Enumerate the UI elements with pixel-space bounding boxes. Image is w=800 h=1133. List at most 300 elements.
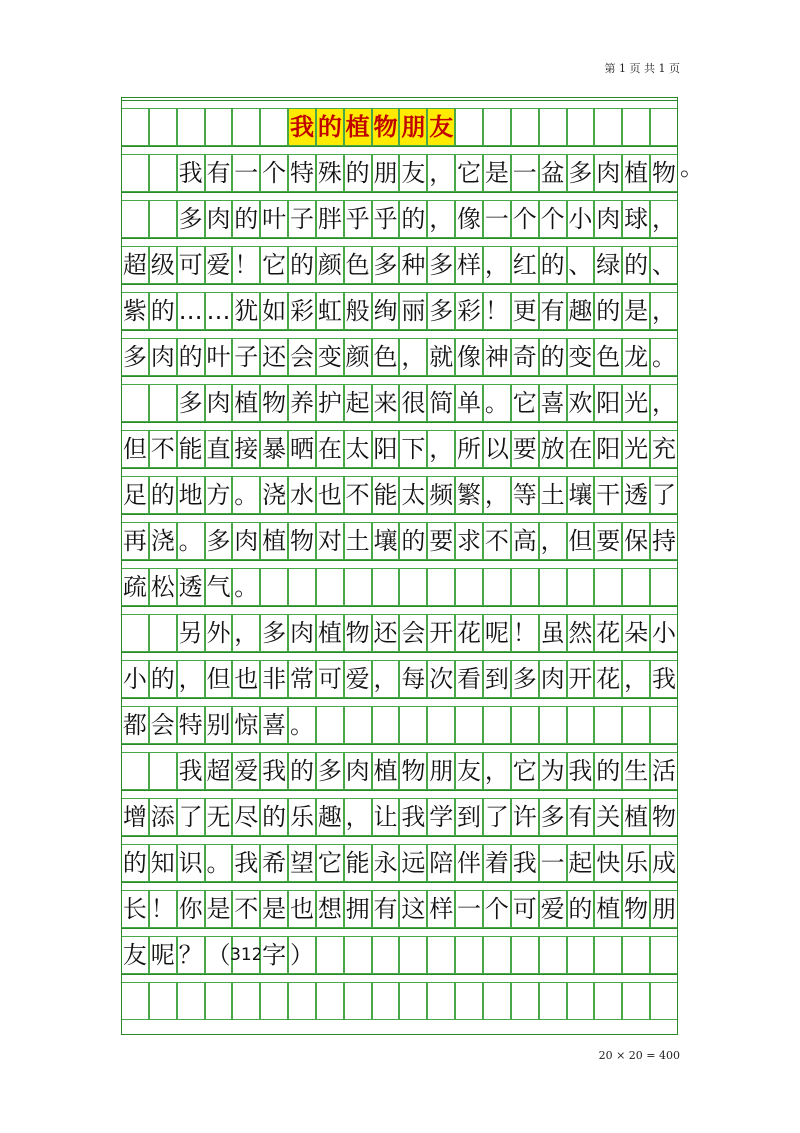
grid-cell: 到 xyxy=(483,660,511,698)
grid-cell: 色 xyxy=(372,338,400,376)
grid-cell xyxy=(399,936,427,974)
grid-cell: 乎 xyxy=(344,200,372,238)
grid-cell: 方 xyxy=(205,476,233,514)
grid-cell: 等 xyxy=(511,476,539,514)
grid-cell: 透 xyxy=(622,476,650,514)
grid-cell: 求 xyxy=(455,522,483,560)
grid-cell: 的 xyxy=(149,476,177,514)
grid-cell: 有 xyxy=(372,890,400,928)
grid-row xyxy=(121,836,678,882)
row-cells xyxy=(121,614,678,652)
grid-cell: 。 xyxy=(205,844,233,882)
grid-cell: 叶 xyxy=(205,338,233,376)
grid-cell xyxy=(483,982,511,1020)
grid-cell: 盆 xyxy=(539,154,567,192)
row-cells xyxy=(121,200,678,238)
grid-cell xyxy=(455,982,483,1020)
grid-cell: 着 xyxy=(483,844,511,882)
grid-cell: 小 xyxy=(121,660,149,698)
grid-cell: 看 xyxy=(455,660,483,698)
grid-cell xyxy=(539,982,567,1020)
grid-cell: 喜 xyxy=(539,384,567,422)
grid-cell: 气 xyxy=(205,568,233,606)
grid-cell xyxy=(288,568,316,606)
grid-cell: 为 xyxy=(539,752,567,790)
manuscript-grid xyxy=(121,100,678,1020)
grid-cell: 频 xyxy=(427,476,455,514)
grid-cell: 的 xyxy=(594,752,622,790)
grid-cell: 干 xyxy=(594,476,622,514)
grid-cell: 般 xyxy=(344,292,372,330)
grid-cell xyxy=(511,568,539,606)
grid-row xyxy=(121,192,678,238)
grid-cell: 尽 xyxy=(232,798,260,836)
grid-cell: 会 xyxy=(149,706,177,744)
grid-cell: 。 xyxy=(650,338,678,376)
grid-cell: 花 xyxy=(455,614,483,652)
grid-cell: 拥 xyxy=(344,890,372,928)
grid-cell: 朋 xyxy=(427,752,455,790)
grid-cell: （ xyxy=(205,936,233,974)
grid-cell: 的 xyxy=(399,522,427,560)
grid-cell xyxy=(594,568,622,606)
grid-cell: 成 xyxy=(650,844,678,882)
grid-cell: 的 xyxy=(149,660,177,698)
grid-cell: 但 xyxy=(205,660,233,698)
grid-cell: 紫 xyxy=(121,292,149,330)
grid-cell: 它 xyxy=(511,384,539,422)
grid-cell: 下 xyxy=(399,430,427,468)
grid-cell: 多 xyxy=(316,752,344,790)
grid-cell: 希 xyxy=(260,844,288,882)
grid-cell: 以 xyxy=(483,430,511,468)
grid-cell: 陪 xyxy=(427,844,455,882)
grid-cell: 物 xyxy=(344,614,372,652)
grid-cell: 暴 xyxy=(260,430,288,468)
grid-cell xyxy=(344,982,372,1020)
grid-cell: 晒 xyxy=(288,430,316,468)
grid-cell xyxy=(316,936,344,974)
grid-cell xyxy=(372,982,400,1020)
grid-cell: 朵 xyxy=(622,614,650,652)
grid-cell: 阳 xyxy=(594,430,622,468)
grid-cell: 变 xyxy=(567,338,595,376)
grid-cell: 趣 xyxy=(567,292,595,330)
grid-cell: 但 xyxy=(567,522,595,560)
grid-cell: 肉 xyxy=(232,522,260,560)
grid-cell: 次 xyxy=(427,660,455,698)
grid-cell: 单 xyxy=(455,384,483,422)
grid-cell xyxy=(594,706,622,744)
grid-cell: 物 xyxy=(260,384,288,422)
grid-cell: 阳 xyxy=(372,430,400,468)
grid-cell: 要 xyxy=(511,430,539,468)
grid-cell: 乎 xyxy=(372,200,400,238)
grid-cell: 特 xyxy=(177,706,205,744)
grid-cell: 。 xyxy=(288,706,316,744)
grid-cell: 太 xyxy=(399,476,427,514)
row-cells xyxy=(121,338,678,376)
grid-cell: 的 xyxy=(260,798,288,836)
grid-row xyxy=(121,744,678,790)
grid-cell: 起 xyxy=(567,844,595,882)
grid-cell: 它 xyxy=(316,844,344,882)
row-cells xyxy=(121,660,678,698)
grid-cell: 阳 xyxy=(594,384,622,422)
grid-cell xyxy=(205,108,233,146)
grid-row xyxy=(121,422,678,468)
grid-cell: ？ xyxy=(177,936,205,974)
grid-cell: 物 xyxy=(650,154,678,192)
grid-cell xyxy=(650,706,678,744)
grid-cell: 还 xyxy=(260,338,288,376)
grid-cell: 乐 xyxy=(622,844,650,882)
grid-cell: 能 xyxy=(372,476,400,514)
grid-cell: 了 xyxy=(483,798,511,836)
grid-cell: 知 xyxy=(149,844,177,882)
grid-cell: 像 xyxy=(455,200,483,238)
grid-cell: 种 xyxy=(399,246,427,284)
grid-cell: ， xyxy=(650,384,678,422)
grid-cell: 来 xyxy=(372,384,400,422)
grid-cell xyxy=(511,936,539,974)
grid-cell xyxy=(622,108,650,146)
grid-cell: 开 xyxy=(427,614,455,652)
grid-row xyxy=(121,284,678,330)
grid-cell xyxy=(427,982,455,1020)
row-cells xyxy=(121,476,678,514)
grid-cell: 绿 xyxy=(594,246,622,284)
grid-row xyxy=(121,790,678,836)
grid-cell: 护 xyxy=(316,384,344,422)
grid-cell: 我 xyxy=(177,154,205,192)
grid-cell: 如 xyxy=(260,292,288,330)
grid-cell: 爱 xyxy=(539,890,567,928)
grid-cell: 彩 xyxy=(288,292,316,330)
grid-cell: 了 xyxy=(650,476,678,514)
grid-cell: ， xyxy=(427,200,455,238)
grid-cell: 的 xyxy=(121,844,149,882)
grid-row xyxy=(121,238,678,284)
grid-cell: 呢 xyxy=(149,936,177,974)
grid-cell: 个 xyxy=(483,890,511,928)
grid-cell: 肉 xyxy=(288,614,316,652)
grid-cell: 、 xyxy=(567,246,595,284)
grid-cell: 爱 xyxy=(205,246,233,284)
grid-cell: 关 xyxy=(594,798,622,836)
grid-cell: 让 xyxy=(372,798,400,836)
grid-cell: 增 xyxy=(121,798,149,836)
grid-cell: 球 xyxy=(622,200,650,238)
grid-cell: 多 xyxy=(205,522,233,560)
grid-cell: 植 xyxy=(260,522,288,560)
grid-cell xyxy=(121,614,149,652)
grid-cell xyxy=(567,568,595,606)
grid-cell: 浇 xyxy=(260,476,288,514)
grid-cell: 对 xyxy=(316,522,344,560)
grid-cell: 殊 xyxy=(316,154,344,192)
grid-cell: 会 xyxy=(288,338,316,376)
grid-cell: 丽 xyxy=(399,292,427,330)
grid-cell: ， xyxy=(539,522,567,560)
grid-cell: 保 xyxy=(622,522,650,560)
grid-cell: 也 xyxy=(232,660,260,698)
grid-cell xyxy=(455,936,483,974)
grid-cell: 植 xyxy=(594,890,622,928)
grid-cell: 我 xyxy=(232,844,260,882)
grid-cell: 虹 xyxy=(316,292,344,330)
grid-cell: 长 xyxy=(121,890,149,928)
grid-cell: 地 xyxy=(177,476,205,514)
grid-cell: 它 xyxy=(511,752,539,790)
grid-cell: 我 xyxy=(511,844,539,882)
grid-cell xyxy=(483,706,511,744)
grid-cell: 有 xyxy=(567,798,595,836)
grid-cell: 的 xyxy=(288,752,316,790)
grid-cell xyxy=(511,108,539,146)
grid-cell: 个 xyxy=(260,154,288,192)
grid-cell xyxy=(121,154,149,192)
grid-cell xyxy=(288,982,316,1020)
grid-cell: ， xyxy=(650,292,678,330)
grid-cell: 叶 xyxy=(260,200,288,238)
grid-cell: 你 xyxy=(177,890,205,928)
grid-cell: 虽 xyxy=(539,614,567,652)
grid-cell: 样 xyxy=(427,890,455,928)
grid-cell: 、 xyxy=(650,246,678,284)
grid-cell xyxy=(427,568,455,606)
grid-cell: 不 xyxy=(232,890,260,928)
grid-cell xyxy=(594,108,622,146)
grid-cell xyxy=(149,384,177,422)
grid-cell: 远 xyxy=(399,844,427,882)
row-cells xyxy=(121,108,678,146)
grid-cell: 的 xyxy=(344,154,372,192)
grid-cell: 繁 xyxy=(455,476,483,514)
grid-cell: 外 xyxy=(205,614,233,652)
grid-cell: 是 xyxy=(483,154,511,192)
grid-cell: 物 xyxy=(622,890,650,928)
grid-row xyxy=(121,330,678,376)
grid-cell: 多 xyxy=(511,660,539,698)
grid-cell xyxy=(399,982,427,1020)
grid-cell: 会 xyxy=(399,614,427,652)
grid-cell: 活 xyxy=(650,752,678,790)
grid-cell: 友 xyxy=(121,936,149,974)
grid-cell: ） xyxy=(288,936,316,974)
grid-cell: 超 xyxy=(121,246,149,284)
grid-cell: ， xyxy=(483,476,511,514)
grid-cell: 识 xyxy=(177,844,205,882)
grid-cell: 植 xyxy=(232,384,260,422)
grid-cell: 字 xyxy=(260,936,288,974)
grid-cell xyxy=(594,936,622,974)
grid-cell: 的 xyxy=(177,338,205,376)
grid-cell: 的 xyxy=(232,200,260,238)
grid-cell: 土 xyxy=(344,522,372,560)
grid-cell: ， xyxy=(483,246,511,284)
grid-cell: ， xyxy=(177,660,205,698)
grid-cell: 这 xyxy=(399,890,427,928)
grid-cell xyxy=(567,982,595,1020)
grid-cell: 惊 xyxy=(232,706,260,744)
grid-cell: 足 xyxy=(121,476,149,514)
row-cells xyxy=(121,430,678,468)
row-cells xyxy=(121,982,678,1020)
grid-cell: ， xyxy=(650,200,678,238)
grid-cell: 子 xyxy=(232,338,260,376)
grid-cell: 壤 xyxy=(567,476,595,514)
grid-cell: 放 xyxy=(539,430,567,468)
grid-cell xyxy=(121,982,149,1020)
grid-cell: 呢 xyxy=(483,614,511,652)
grid-cell xyxy=(567,936,595,974)
grid-cell: 超 xyxy=(205,752,233,790)
grid-cell: 友 xyxy=(455,752,483,790)
grid-cell: 再 xyxy=(121,522,149,560)
grid-cell xyxy=(260,982,288,1020)
grid-cell: 龙 xyxy=(622,338,650,376)
grid-cell xyxy=(260,568,288,606)
grid-cell xyxy=(344,706,372,744)
grid-cell: ， xyxy=(427,154,455,192)
grid-cell xyxy=(511,982,539,1020)
grid-cell: 颜 xyxy=(316,246,344,284)
grid-cell: 还 xyxy=(372,614,400,652)
grid-cell xyxy=(399,706,427,744)
grid-cell: 能 xyxy=(344,844,372,882)
title-char: 的 xyxy=(316,108,344,146)
grid-cell: 养 xyxy=(288,384,316,422)
grid-cell xyxy=(539,706,567,744)
grid-cell: ！ xyxy=(483,292,511,330)
grid-cell: 在 xyxy=(567,430,595,468)
grid-cell xyxy=(372,936,400,974)
grid-cell xyxy=(427,936,455,974)
grid-cell: 持 xyxy=(650,522,678,560)
grid-cell: 的 xyxy=(288,246,316,284)
top-rule xyxy=(121,97,678,98)
grid-cell: 能 xyxy=(177,430,205,468)
row-cells xyxy=(121,522,678,560)
grid-cell: 犹 xyxy=(232,292,260,330)
grid-cell: ， xyxy=(427,430,455,468)
grid-cell: 多 xyxy=(260,614,288,652)
grid-cell: 水 xyxy=(288,476,316,514)
grid-cell xyxy=(177,982,205,1020)
grid-cell xyxy=(149,614,177,652)
grid-cell: 喜 xyxy=(260,706,288,744)
row-cells xyxy=(121,752,678,790)
grid-cell: 充 xyxy=(650,430,678,468)
grid-cell: 许 xyxy=(511,798,539,836)
grid-cell: 级 xyxy=(149,246,177,284)
grid-cell: 一 xyxy=(232,154,260,192)
grid-cell xyxy=(483,568,511,606)
grid-cell: 多 xyxy=(539,798,567,836)
grid-cell: 肉 xyxy=(539,660,567,698)
grid-cell: 一 xyxy=(539,844,567,882)
grid-cell xyxy=(427,706,455,744)
grid-cell: 颜 xyxy=(344,338,372,376)
grid-cell xyxy=(149,200,177,238)
grid-cell: 都 xyxy=(121,706,149,744)
grid-cell: 添 xyxy=(149,798,177,836)
grid-cell: 开 xyxy=(567,660,595,698)
grid-cell xyxy=(567,108,595,146)
grid-cell: 色 xyxy=(594,338,622,376)
page-number: 第 1 页 共 1 页 xyxy=(604,62,680,75)
grid-cell: 的 xyxy=(539,338,567,376)
grid-cell: 望 xyxy=(288,844,316,882)
grid-cell: ， xyxy=(622,660,650,698)
grid-cell: 的 xyxy=(149,292,177,330)
grid-cell xyxy=(622,568,650,606)
grid-cell: 一 xyxy=(511,154,539,192)
grid-cell: ， xyxy=(483,752,511,790)
grid-cell: ， xyxy=(399,338,427,376)
grid-cell: 也 xyxy=(316,476,344,514)
grid-cell: 起 xyxy=(344,384,372,422)
grid-cell: 透 xyxy=(177,568,205,606)
grid-cell: 无 xyxy=(205,798,233,836)
grid-cell: 特 xyxy=(288,154,316,192)
grid-cell: ， xyxy=(344,798,372,836)
grid-cell: ， xyxy=(232,614,260,652)
grid-cell xyxy=(149,108,177,146)
grid-row xyxy=(121,560,678,606)
grid-cell: 欢 xyxy=(567,384,595,422)
grid-cell xyxy=(650,982,678,1020)
grid-cell: 绚 xyxy=(372,292,400,330)
row-cells xyxy=(121,706,678,744)
grid-cell: 它 xyxy=(455,154,483,192)
grid-cell: ！ xyxy=(232,246,260,284)
grid-cell: 但 xyxy=(121,430,149,468)
grid-cell xyxy=(232,108,260,146)
grid-cell: 爱 xyxy=(344,660,372,698)
grid-cell: 一 xyxy=(483,200,511,238)
grid-cell: 花 xyxy=(594,660,622,698)
grid-cell: 接 xyxy=(232,430,260,468)
grid-cell xyxy=(205,982,233,1020)
grid-cell: 要 xyxy=(427,522,455,560)
grid-cell: 像 xyxy=(455,338,483,376)
grid-cell: 花 xyxy=(594,614,622,652)
grid-cell xyxy=(316,568,344,606)
title-char: 友 xyxy=(427,108,455,146)
grid-cell xyxy=(455,706,483,744)
grid-cell: 的 xyxy=(539,246,567,284)
grid-cell xyxy=(539,108,567,146)
grid-cell: 植 xyxy=(622,798,650,836)
grid-cell: 子 xyxy=(288,200,316,238)
grid-cell: 多 xyxy=(121,338,149,376)
grid-cell: 我 xyxy=(650,660,678,698)
grid-cell: 就 xyxy=(427,338,455,376)
grid-cell: ， xyxy=(372,660,400,698)
row-cells xyxy=(121,246,678,284)
grid-cell: 别 xyxy=(205,706,233,744)
grid-cell xyxy=(455,568,483,606)
grid-cell: 小 xyxy=(650,614,678,652)
grid-cell: 不 xyxy=(344,476,372,514)
grid-cell: 的 xyxy=(622,246,650,284)
grid-cell: 个 xyxy=(511,200,539,238)
grid-cell xyxy=(650,568,678,606)
grid-cell: 多 xyxy=(177,384,205,422)
grid-cell: 很 xyxy=(399,384,427,422)
